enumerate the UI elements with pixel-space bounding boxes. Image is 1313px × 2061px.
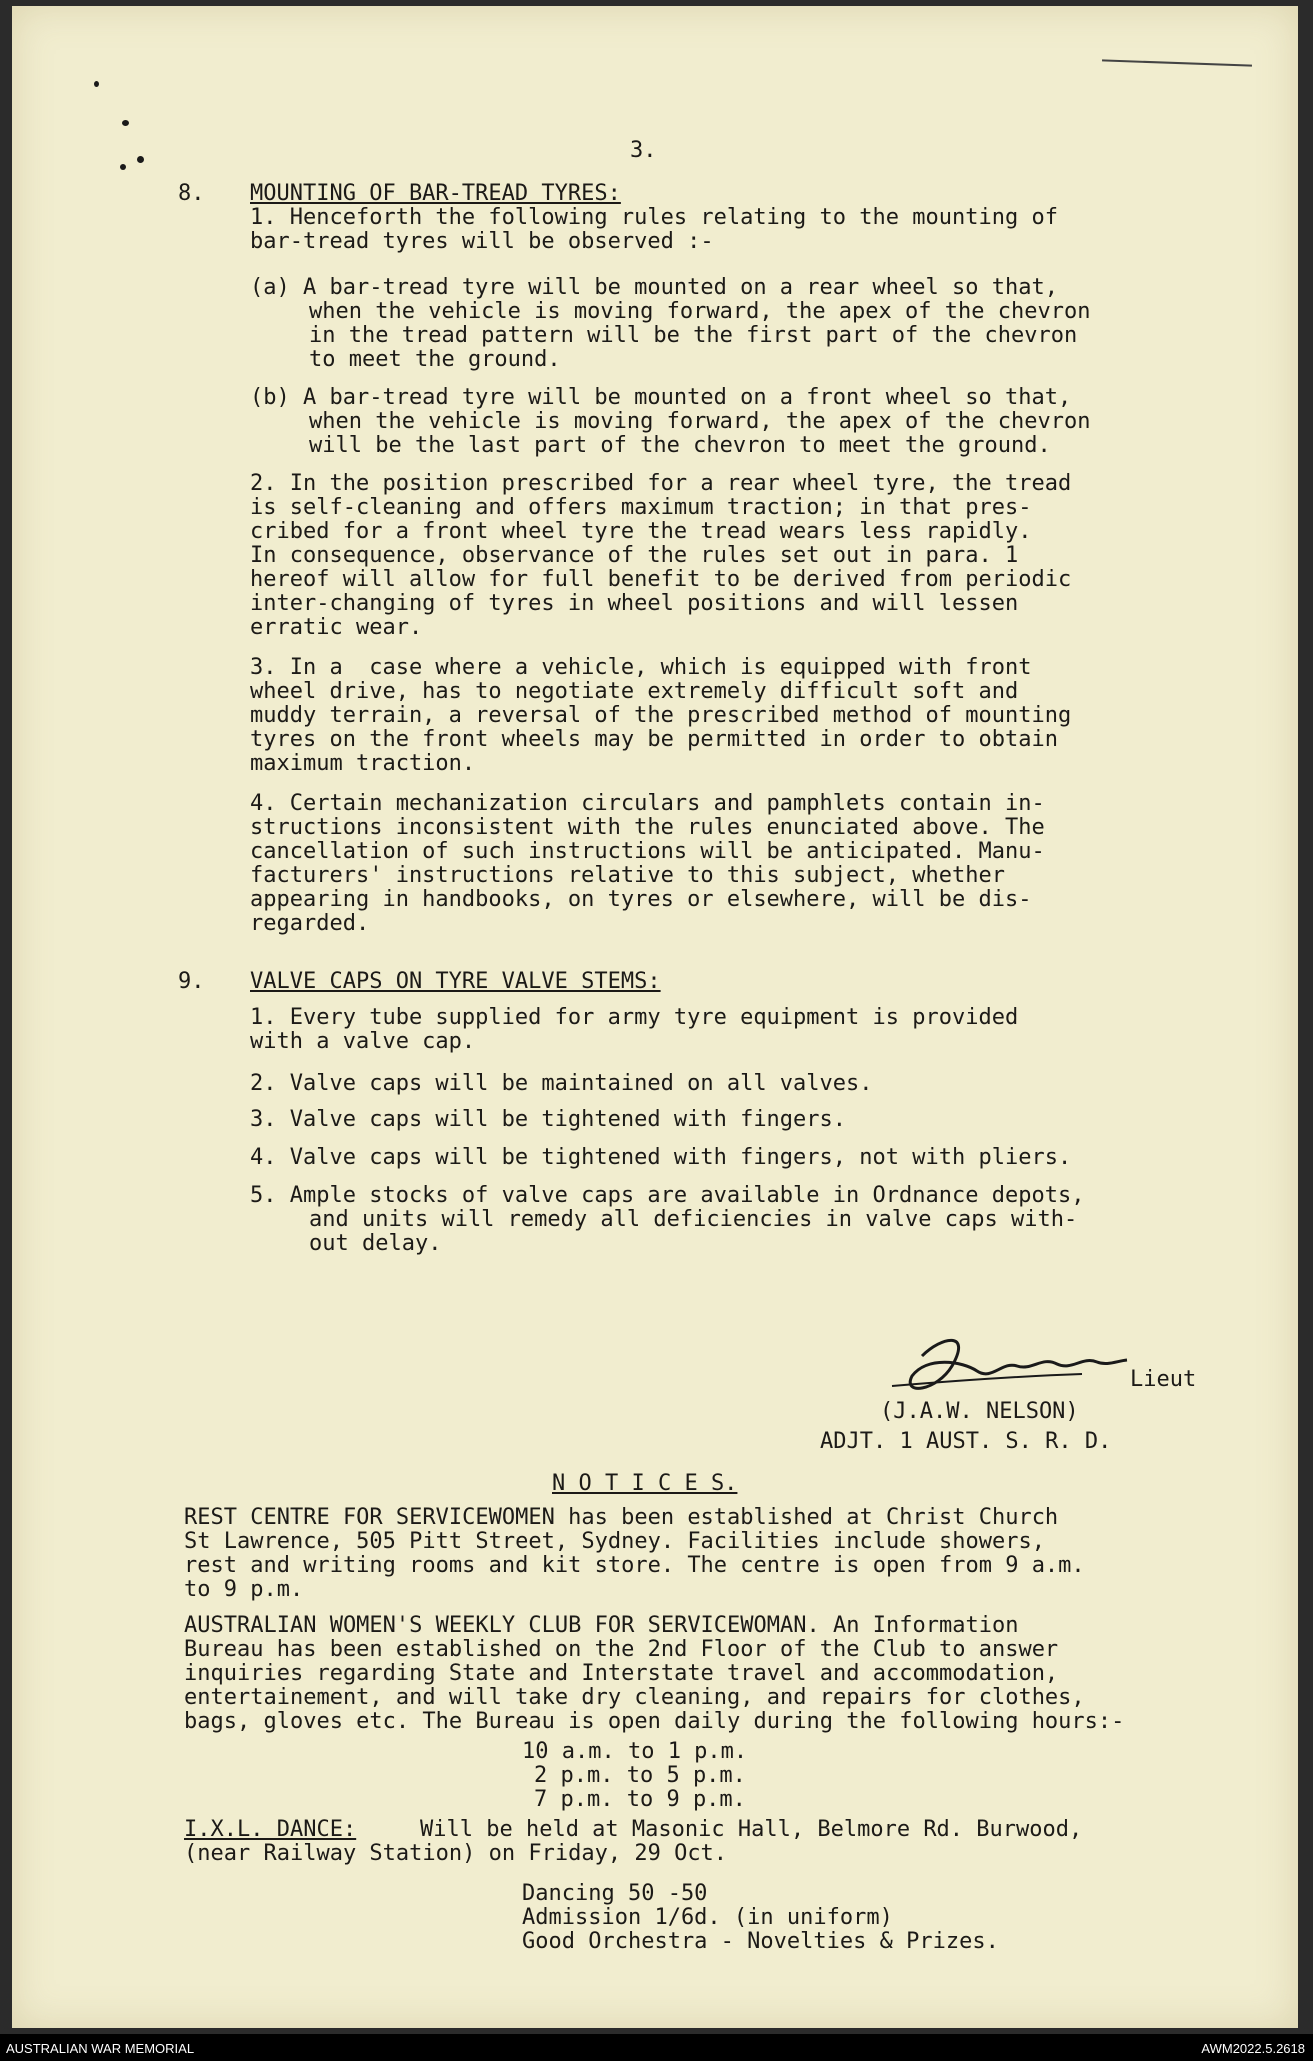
weekly-club-line: bags, gloves etc. The Bureau is open daily during the following hours:- [184, 1709, 1125, 1734]
signature-rank: Lieut [1130, 1367, 1197, 1392]
dance-text: Will be held at Masonic Hall, Belmore Rd. Burwood, [420, 1817, 1083, 1842]
item-3: 3. Valve caps will be tightened with fingers. [250, 1107, 847, 1132]
item-b-line: will be the last part of the chevron to meet the ground. [309, 433, 1051, 458]
weekly-club-line: AUSTRALIAN WOMEN'S WEEKLY CLUB FOR SERVICEWOMAN. An Information [184, 1613, 1019, 1638]
para-2-line: cribed for a front wheel tyre the tread wears less rapidly. [250, 519, 1032, 544]
para-4-line: regarded. [250, 911, 370, 936]
ink-spot [122, 120, 129, 126]
item-5-line: out delay. [309, 1231, 442, 1256]
dance-text-2: (near Railway Station) on Friday, 29 Oct. [184, 1841, 728, 1866]
dance-detail: Admission 1/6d. (in uniform) [522, 1905, 893, 1930]
para-2-line: 2. In the position prescribed for a rear wheel tyre, the tread [250, 471, 1072, 496]
rest-centre-line: St Lawrence, 505 Pitt Street, Sydney. Facilities include showers, [184, 1529, 1045, 1554]
notices-heading: N O T I C E S. [552, 1471, 738, 1496]
item-a-line: when the vehicle is moving forward, the apex of the chevron [309, 299, 1091, 324]
hours-line: 2 p.m. to 5 p.m. [534, 1763, 746, 1788]
section-8-number: 8. [178, 181, 205, 206]
item-1-line: with a valve cap. [250, 1029, 476, 1054]
item-5-line: 5. Ample stocks of valve caps are available in Ordnance depots, [250, 1183, 1085, 1208]
item-b-line: when the vehicle is moving forward, the apex of the chevron [309, 409, 1091, 434]
weekly-club-line: entertainement, and will take dry cleaning, and repairs for clothes, [184, 1685, 1085, 1710]
para-2-line: In consequence, observance of the rules set out in para. 1 [250, 543, 1019, 568]
item-2: 2. Valve caps will be maintained on all valves. [250, 1071, 873, 1096]
para-3-line: wheel drive, has to negotiate extremely difficult soft and [250, 679, 1019, 704]
rest-centre-line: to 9 p.m. [184, 1577, 304, 1602]
para-4-line: cancellation of such instructions will be anticipated. Manu- [250, 839, 1045, 864]
para-2-line: hereof will allow for full benefit to be derived from periodic [250, 567, 1072, 592]
para-4-line: structions inconsistent with the rules enunciated above. The [250, 815, 1045, 840]
para-2-line: erratic wear. [250, 615, 423, 640]
ink-spot [94, 81, 99, 87]
para-2-line: is self-cleaning and offers maximum traction; in that pres- [250, 495, 1032, 520]
para-3-line: maximum traction. [250, 751, 476, 776]
weekly-club-line: Bureau has been established on the 2nd Floor of the Club to answer [184, 1637, 1059, 1662]
item-5-line: and units will remedy all deficiencies in valve caps with- [309, 1207, 1078, 1232]
section-8-heading: MOUNTING OF BAR-TREAD TYRES: [250, 181, 621, 206]
archive-footer [0, 2034, 1313, 2061]
hours-line: 10 a.m. to 1 p.m. [522, 1739, 748, 1764]
item-4: 4. Valve caps will be tightened with fingers, not with pliers. [250, 1145, 1072, 1170]
pencil-mark [1102, 59, 1252, 66]
signature-title: ADJT. 1 AUST. S. R. D. [820, 1429, 1112, 1454]
page-number: 3. [630, 138, 657, 163]
dance-detail: Good Orchestra - Novelties & Prizes. [522, 1929, 999, 1954]
ink-spot [137, 156, 144, 163]
para-3-line: muddy terrain, a reversal of the prescribed method of mounting [250, 703, 1072, 728]
para-4-line: appearing in handbooks, on tyres or elsewhere, will be dis- [250, 887, 1032, 912]
dance-label: I.X.L. DANCE: [184, 1817, 357, 1842]
document-page [12, 6, 1298, 2028]
section-9-number: 9. [178, 969, 205, 994]
item-b-line: (b) A bar-tread tyre will be mounted on a front wheel so that, [250, 385, 1072, 410]
footer-reference: AWM2022.5.2618 [1201, 2041, 1305, 2056]
item-a-line: to meet the ground. [309, 347, 561, 372]
signature-name: (J.A.W. NELSON) [880, 1399, 1079, 1424]
para-3-line: 3. In a case where a vehicle, which is equipped with front [250, 655, 1032, 680]
item-a-line: in the tread pattern will be the first part of the chevron [309, 323, 1078, 348]
item-a-line: (a) A bar-tread tyre will be mounted on a rear wheel so that, [250, 275, 1058, 300]
para-3-line: tyres on the front wheels may be permitted in order to obtain [250, 727, 1058, 752]
section-9-heading: VALVE CAPS ON TYRE VALVE STEMS: [250, 969, 661, 994]
para-4-line: facturers' instructions relative to this subject, whether [250, 863, 1005, 888]
ink-spot [120, 164, 126, 170]
weekly-club-line: inquiries regarding State and Interstate travel and accommodation, [184, 1661, 1059, 1686]
footer-credit: AUSTRALIAN WAR MEMORIAL [6, 2041, 195, 2056]
para-2-line: inter-changing of tyres in wheel positions and will lessen [250, 591, 1019, 616]
body-line: 1. Henceforth the following rules relating to the mounting of [250, 205, 1058, 230]
body-line: bar-tread tyres will be observed :- [250, 229, 714, 254]
dance-detail: Dancing 50 -50 [522, 1881, 708, 1906]
para-4-line: 4. Certain mechanization circulars and pamphlets contain in- [250, 791, 1045, 816]
rest-centre-line: REST CENTRE FOR SERVICEWOMEN has been established at Christ Church [184, 1505, 1059, 1530]
hours-line: 7 p.m. to 9 p.m. [534, 1787, 746, 1812]
item-1-line: 1. Every tube supplied for army tyre equipment is provided [250, 1005, 1019, 1030]
rest-centre-line: rest and writing rooms and kit store. The centre is open from 9 a.m. [184, 1553, 1085, 1578]
